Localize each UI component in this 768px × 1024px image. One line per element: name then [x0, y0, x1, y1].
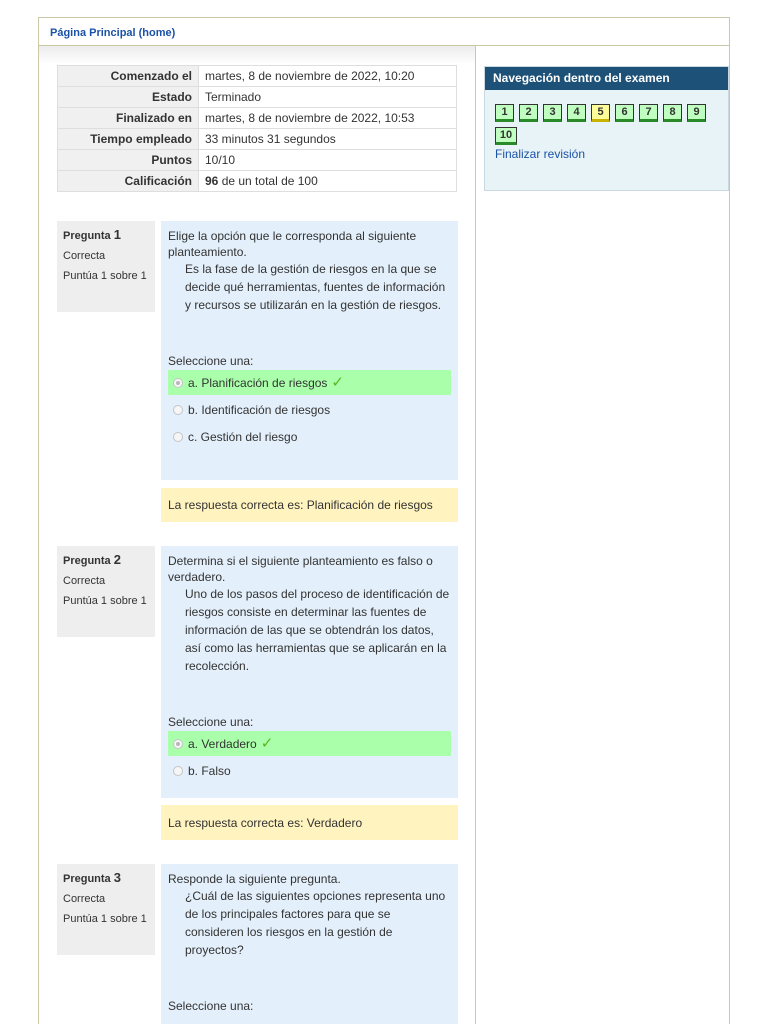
summary-label: Calificación: [58, 171, 199, 192]
question-number: 1: [113, 227, 121, 242]
main-region: [39, 46, 475, 1024]
question-nav-buttons: [485, 90, 725, 150]
question-2-info: [57, 546, 155, 637]
radio-icon[interactable]: [173, 405, 183, 415]
answer-option-a[interactable]: [168, 370, 451, 395]
question-1-content: [161, 221, 458, 480]
question-state: Correcta: [63, 575, 106, 587]
question-title: Pregunta: [63, 873, 111, 885]
answer-option-label: b. Falso: [188, 763, 231, 778]
question-state: Correcta: [63, 893, 106, 905]
select-label: Seleccione una:: [168, 715, 254, 729]
question-nav-button-9[interactable]: 9: [687, 104, 706, 122]
answer-option-b[interactable]: [168, 758, 451, 783]
page-frame: [38, 17, 730, 1024]
quiz-navigation-block: [484, 66, 729, 191]
summary-value: 10/10: [199, 150, 457, 171]
question-title: Pregunta: [63, 230, 111, 242]
question-nav-button-2[interactable]: 2: [519, 104, 538, 122]
attempt-summary-table: [57, 65, 457, 192]
question-title: Pregunta: [63, 555, 111, 567]
summary-value: [199, 171, 457, 192]
radio-icon[interactable]: [173, 739, 183, 749]
summary-value: Terminado: [199, 87, 457, 108]
summary-value: 33 minutos 31 segundos: [199, 129, 457, 150]
summary-label: Tiempo empleado: [58, 129, 199, 150]
question-nav-button-7[interactable]: 7: [639, 104, 658, 122]
question-nav-button-3[interactable]: 3: [543, 104, 562, 122]
answer-option-label: b. Identificación de riesgos: [188, 402, 331, 417]
question-nav-button-6[interactable]: 6: [615, 104, 634, 122]
summary-row: [58, 171, 457, 192]
question-1-info: [57, 221, 155, 312]
answer-option-label: a. Planificación de riesgos: [188, 375, 328, 390]
sidebar: [475, 46, 729, 1024]
question-nav-button-1[interactable]: 1: [495, 104, 514, 122]
radio-icon[interactable]: [173, 766, 183, 776]
select-label: Seleccione una:: [168, 354, 254, 368]
summary-value: martes, 8 de noviembre de 2022, 10:53: [199, 108, 457, 129]
select-label: Seleccione una:: [168, 999, 254, 1013]
question-prompt: Responde la siguiente pregunta.: [168, 872, 341, 886]
question-number: 3: [113, 870, 121, 885]
question-prompt: Determina si el siguiente planteamiento es falso o verdadero.: [168, 554, 433, 584]
finish-review-link[interactable]: Finalizar revisión: [495, 147, 586, 161]
question-nav-button-10[interactable]: 10: [495, 127, 517, 145]
breadcrumb: [39, 18, 729, 46]
summary-label: Puntos: [58, 150, 199, 171]
check-icon: ✓: [331, 373, 344, 391]
check-icon: ✓: [260, 734, 274, 752]
quiz-navigation-title: Navegación dentro del examen: [485, 67, 728, 90]
summary-row: [58, 87, 457, 108]
question-2-content: [161, 546, 458, 798]
summary-row: [58, 66, 457, 87]
answer-option-b[interactable]: [168, 397, 451, 422]
question-stem: Uno de los pasos del proceso de identificación de riesgos consiste en determinar las fuentes de información de las que se obtendrán los datos, así como las herramientas que se aplicarán en la recolección.: [185, 587, 450, 673]
question-nav-button-8[interactable]: 8: [663, 104, 682, 122]
question-3-content: [161, 864, 458, 1024]
answer-option-label: a. Verdadero: [188, 736, 257, 751]
question-nav-button-4[interactable]: 4: [567, 104, 586, 122]
question-2-feedback: La respuesta correcta es: Verdadero: [161, 805, 458, 840]
radio-icon[interactable]: [173, 432, 183, 442]
answer-option-c[interactable]: [168, 424, 451, 449]
summary-row: [58, 150, 457, 171]
summary-label: Comenzado el: [58, 66, 199, 87]
question-stem: Es la fase de la gestión de riesgos en la que se decide qué herramientas, fuentes de información y recursos se utilizarán en la gestión de riesgos.: [185, 262, 446, 312]
question-number: 2: [113, 552, 121, 567]
summary-row: [58, 129, 457, 150]
question-prompt: Elige la opción que le corresponda al siguiente planteamiento.: [168, 229, 417, 259]
question-3-info: [57, 864, 155, 955]
question-1-feedback: La respuesta correcta es: Planificación de riesgos: [161, 488, 458, 522]
question-grade: Puntúa 1 sobre 1: [63, 913, 147, 925]
summary-value: martes, 8 de noviembre de 2022, 10:20: [199, 66, 457, 87]
summary-row: [58, 108, 457, 129]
breadcrumb-home-link[interactable]: Página Principal (home): [50, 27, 176, 39]
grade-score: 96: [205, 174, 219, 188]
question-grade: Puntúa 1 sobre 1: [63, 270, 147, 282]
grade-total: de un total de 100: [218, 174, 318, 188]
question-stem: ¿Cuál de las siguientes opciones representa uno de los principales factores para que se consideren los riesgos en la gestión de proyectos?: [185, 889, 446, 957]
answer-option-a[interactable]: [168, 731, 451, 756]
question-grade: Puntúa 1 sobre 1: [63, 595, 147, 607]
question-nav-button-5[interactable]: 5: [591, 104, 610, 122]
summary-label: Estado: [58, 87, 199, 108]
question-state: Correcta: [63, 250, 106, 262]
summary-label: Finalizado en: [58, 108, 199, 129]
answer-option-label: c. Gestión del riesgo: [188, 429, 298, 444]
radio-icon[interactable]: [173, 378, 183, 388]
